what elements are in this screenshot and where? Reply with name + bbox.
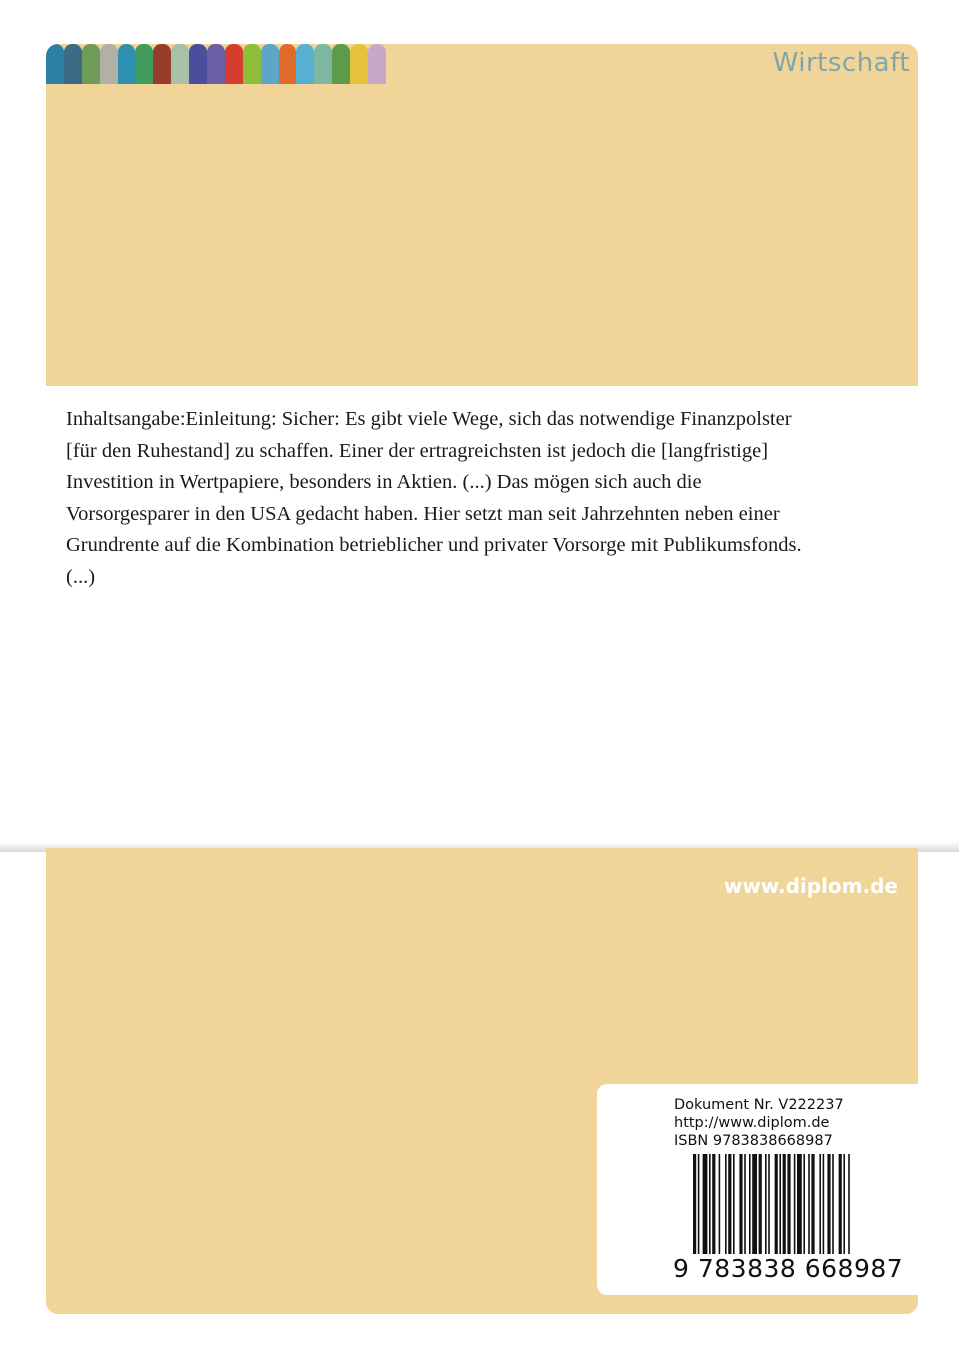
color-tab [171, 44, 189, 84]
barcode-box [597, 1084, 918, 1295]
color-tab [332, 44, 350, 84]
isbn-number: ISBN 9783838668987 [674, 1133, 833, 1149]
color-tabs [46, 44, 386, 84]
color-tab [350, 44, 368, 84]
cover-top-panel [46, 44, 918, 386]
color-tab [261, 44, 279, 84]
color-tab [368, 44, 386, 84]
color-tab [243, 44, 261, 84]
color-tab [207, 44, 225, 84]
color-tab [296, 44, 314, 84]
color-tab [153, 44, 171, 84]
description-line: Investition in Wertpapiere, besonders in Aktien. (...) Das mögen sich auch die [66, 471, 702, 494]
color-tab [189, 44, 207, 84]
description-line: Grundrente auf die Kombination betrieblicher und privater Vorsorge mit Publikumsfonds. [66, 534, 802, 557]
description-line: (...) [66, 565, 96, 588]
barcode-icon [693, 1154, 903, 1266]
color-tab [135, 44, 153, 84]
color-tab [46, 44, 64, 84]
document-number: Dokument Nr. V222237 [674, 1097, 844, 1113]
color-tab [225, 44, 243, 84]
color-tab [100, 44, 118, 84]
description-line: Vorsorgesparer in den USA gedacht haben. Hier setzt man seit Jahrzehnten neben einer [66, 502, 780, 525]
color-tab [82, 44, 100, 84]
category-label: Wirtschaft [772, 48, 910, 78]
color-tab [279, 44, 297, 84]
description-line: [für den Ruhestand] zu schaffen. Einer der ertragreichsten ist jedoch die [langfristige] [66, 439, 769, 462]
description-line: Inhaltsangabe:Einleitung: Sicher: Es gibt viele Wege, sich das notwendige Finanzpolster [66, 408, 792, 430]
cover-bottom-panel [46, 848, 918, 1314]
color-tab [314, 44, 332, 84]
publisher-url: http://www.diplom.de [674, 1115, 830, 1131]
publisher-website[interactable]: www.diplom.de [723, 874, 898, 898]
book-description [66, 404, 896, 594]
color-tab [64, 44, 82, 84]
color-tab [118, 44, 136, 84]
document-info [674, 1096, 844, 1150]
barcode-digits: 9 783838 668987 [673, 1254, 904, 1283]
